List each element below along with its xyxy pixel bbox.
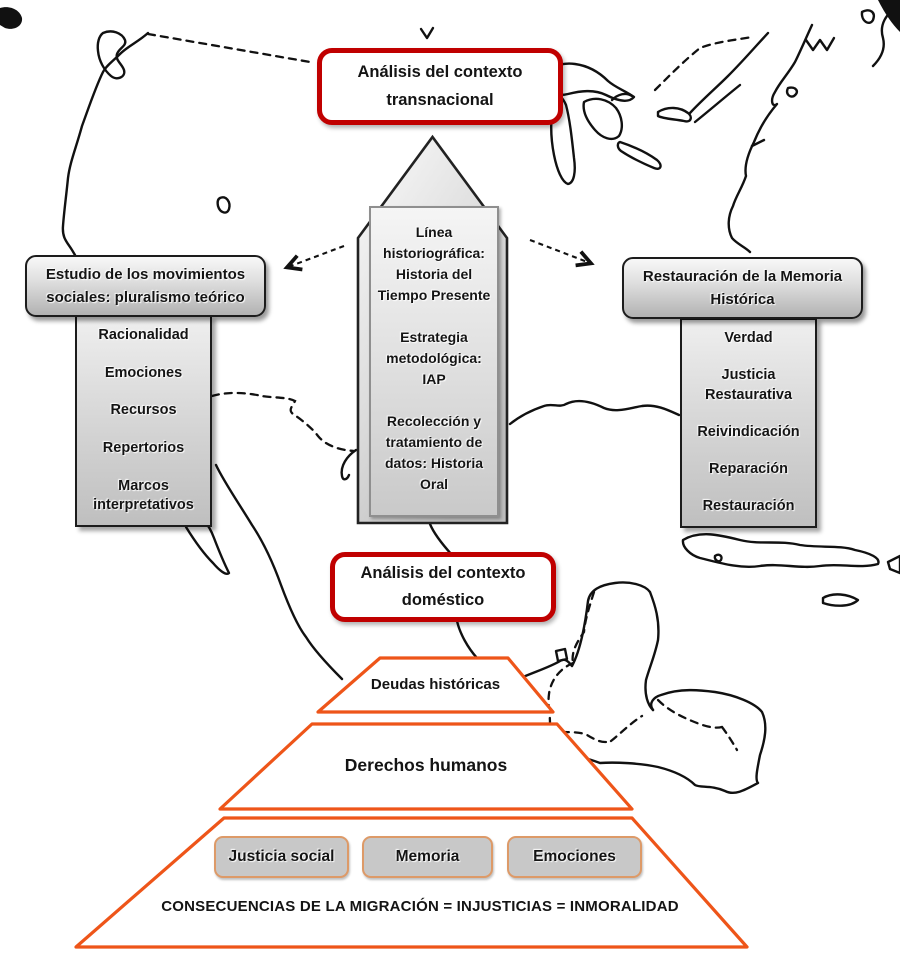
jamaica-island	[823, 594, 858, 605]
st-lawrence-river	[690, 33, 768, 113]
arrow-item-data-collection: Recolección y tratamiento de datos: Historia Oral	[384, 413, 483, 492]
list-item: Recursos	[110, 402, 177, 419]
mexico-west-coast	[216, 465, 342, 679]
memory-restoration-label: Restauración de la Memoria Histórica	[642, 267, 843, 308]
pacific-coast	[63, 33, 148, 255]
central-arrow-panel	[369, 206, 499, 517]
memory-restoration-list	[680, 318, 817, 528]
social-movements-header	[25, 255, 266, 317]
chip-label: Justicia social	[228, 848, 335, 865]
st-lawrence-shore	[695, 85, 740, 122]
pyramid-level2-label: Derechos humanos	[344, 755, 508, 775]
lake-huron	[584, 99, 622, 139]
transnational-context-box	[317, 48, 563, 125]
chip-justicia-social	[214, 836, 349, 878]
yucatan-notch	[556, 649, 567, 661]
dashed-arrow-left	[288, 246, 344, 267]
vancouver-island	[98, 31, 126, 78]
canada-us-border-dashed	[148, 34, 310, 62]
list-item: Justicia Restaurativa	[704, 367, 793, 403]
arrow-item-historiography: Línea historiográfica: Historia del Tiempo Presente	[377, 224, 491, 303]
arrow-to-domestic-connector	[430, 524, 452, 555]
labrador-w-mark	[806, 38, 834, 50]
baja-california	[186, 522, 229, 574]
chip-label: Emociones	[533, 848, 616, 865]
list-item: Racionalidad	[98, 327, 189, 343]
honduras-border-dashed-2	[722, 727, 737, 750]
chip-label: Memoria	[395, 848, 460, 865]
lake-ontario	[658, 108, 691, 121]
yucatan-border-dashed-2	[549, 663, 573, 730]
lake-erie	[618, 142, 661, 169]
list-item: Emociones	[104, 364, 183, 381]
list-item: Restauración	[702, 498, 795, 515]
honduras-border-dashed	[658, 700, 722, 728]
top-v-mark	[421, 28, 433, 38]
cuba-islet	[715, 555, 722, 561]
us-mexico-border-dashed	[212, 393, 354, 451]
pyramid-level1-label: Deudas históricas	[370, 676, 501, 693]
list-item: Marcos interpretativos	[93, 477, 194, 514]
east-coast	[729, 25, 812, 252]
small-island-right	[888, 556, 900, 573]
gulf-coast	[510, 401, 679, 424]
labrador-blob	[862, 10, 874, 22]
great-salt-lake	[218, 197, 230, 212]
central-america	[580, 690, 765, 793]
cuba-island	[683, 534, 879, 567]
chip-emociones	[507, 836, 642, 878]
guatemala-border-dashed-2	[611, 716, 642, 741]
domestic-context-label: Análisis del contexto doméstico	[360, 563, 526, 609]
pyramid-base-label: CONSECUENCIAS DE LA MIGRACIÓN = INJUSTICIAS = INMORALIDAD	[161, 898, 679, 915]
domestic-to-pyramid-connector	[457, 621, 477, 658]
map-corner-topleft	[0, 7, 22, 29]
list-item: Reparación	[709, 461, 788, 478]
list-item: Reivindicación	[697, 424, 800, 440]
chip-memoria	[362, 836, 493, 878]
social-movements-label: Estudio de los movimientos sociales: pluralismo teórico	[45, 265, 246, 306]
dashed-arrow-right	[530, 240, 590, 263]
memory-restoration-header	[622, 257, 863, 319]
social-movements-list	[75, 315, 212, 527]
list-item: Verdad	[724, 330, 773, 346]
domestic-context-box	[330, 552, 556, 622]
transnational-context-label: Análisis del contexto transnacional	[357, 63, 523, 109]
arrow-item-methodology: Estrategia metodológica: IAP	[386, 329, 482, 387]
cape-cod	[787, 88, 797, 97]
rio-grande-curl	[342, 450, 356, 479]
list-item: Repertorios	[102, 440, 185, 457]
canada-us-border-ne-dashed	[655, 37, 752, 90]
